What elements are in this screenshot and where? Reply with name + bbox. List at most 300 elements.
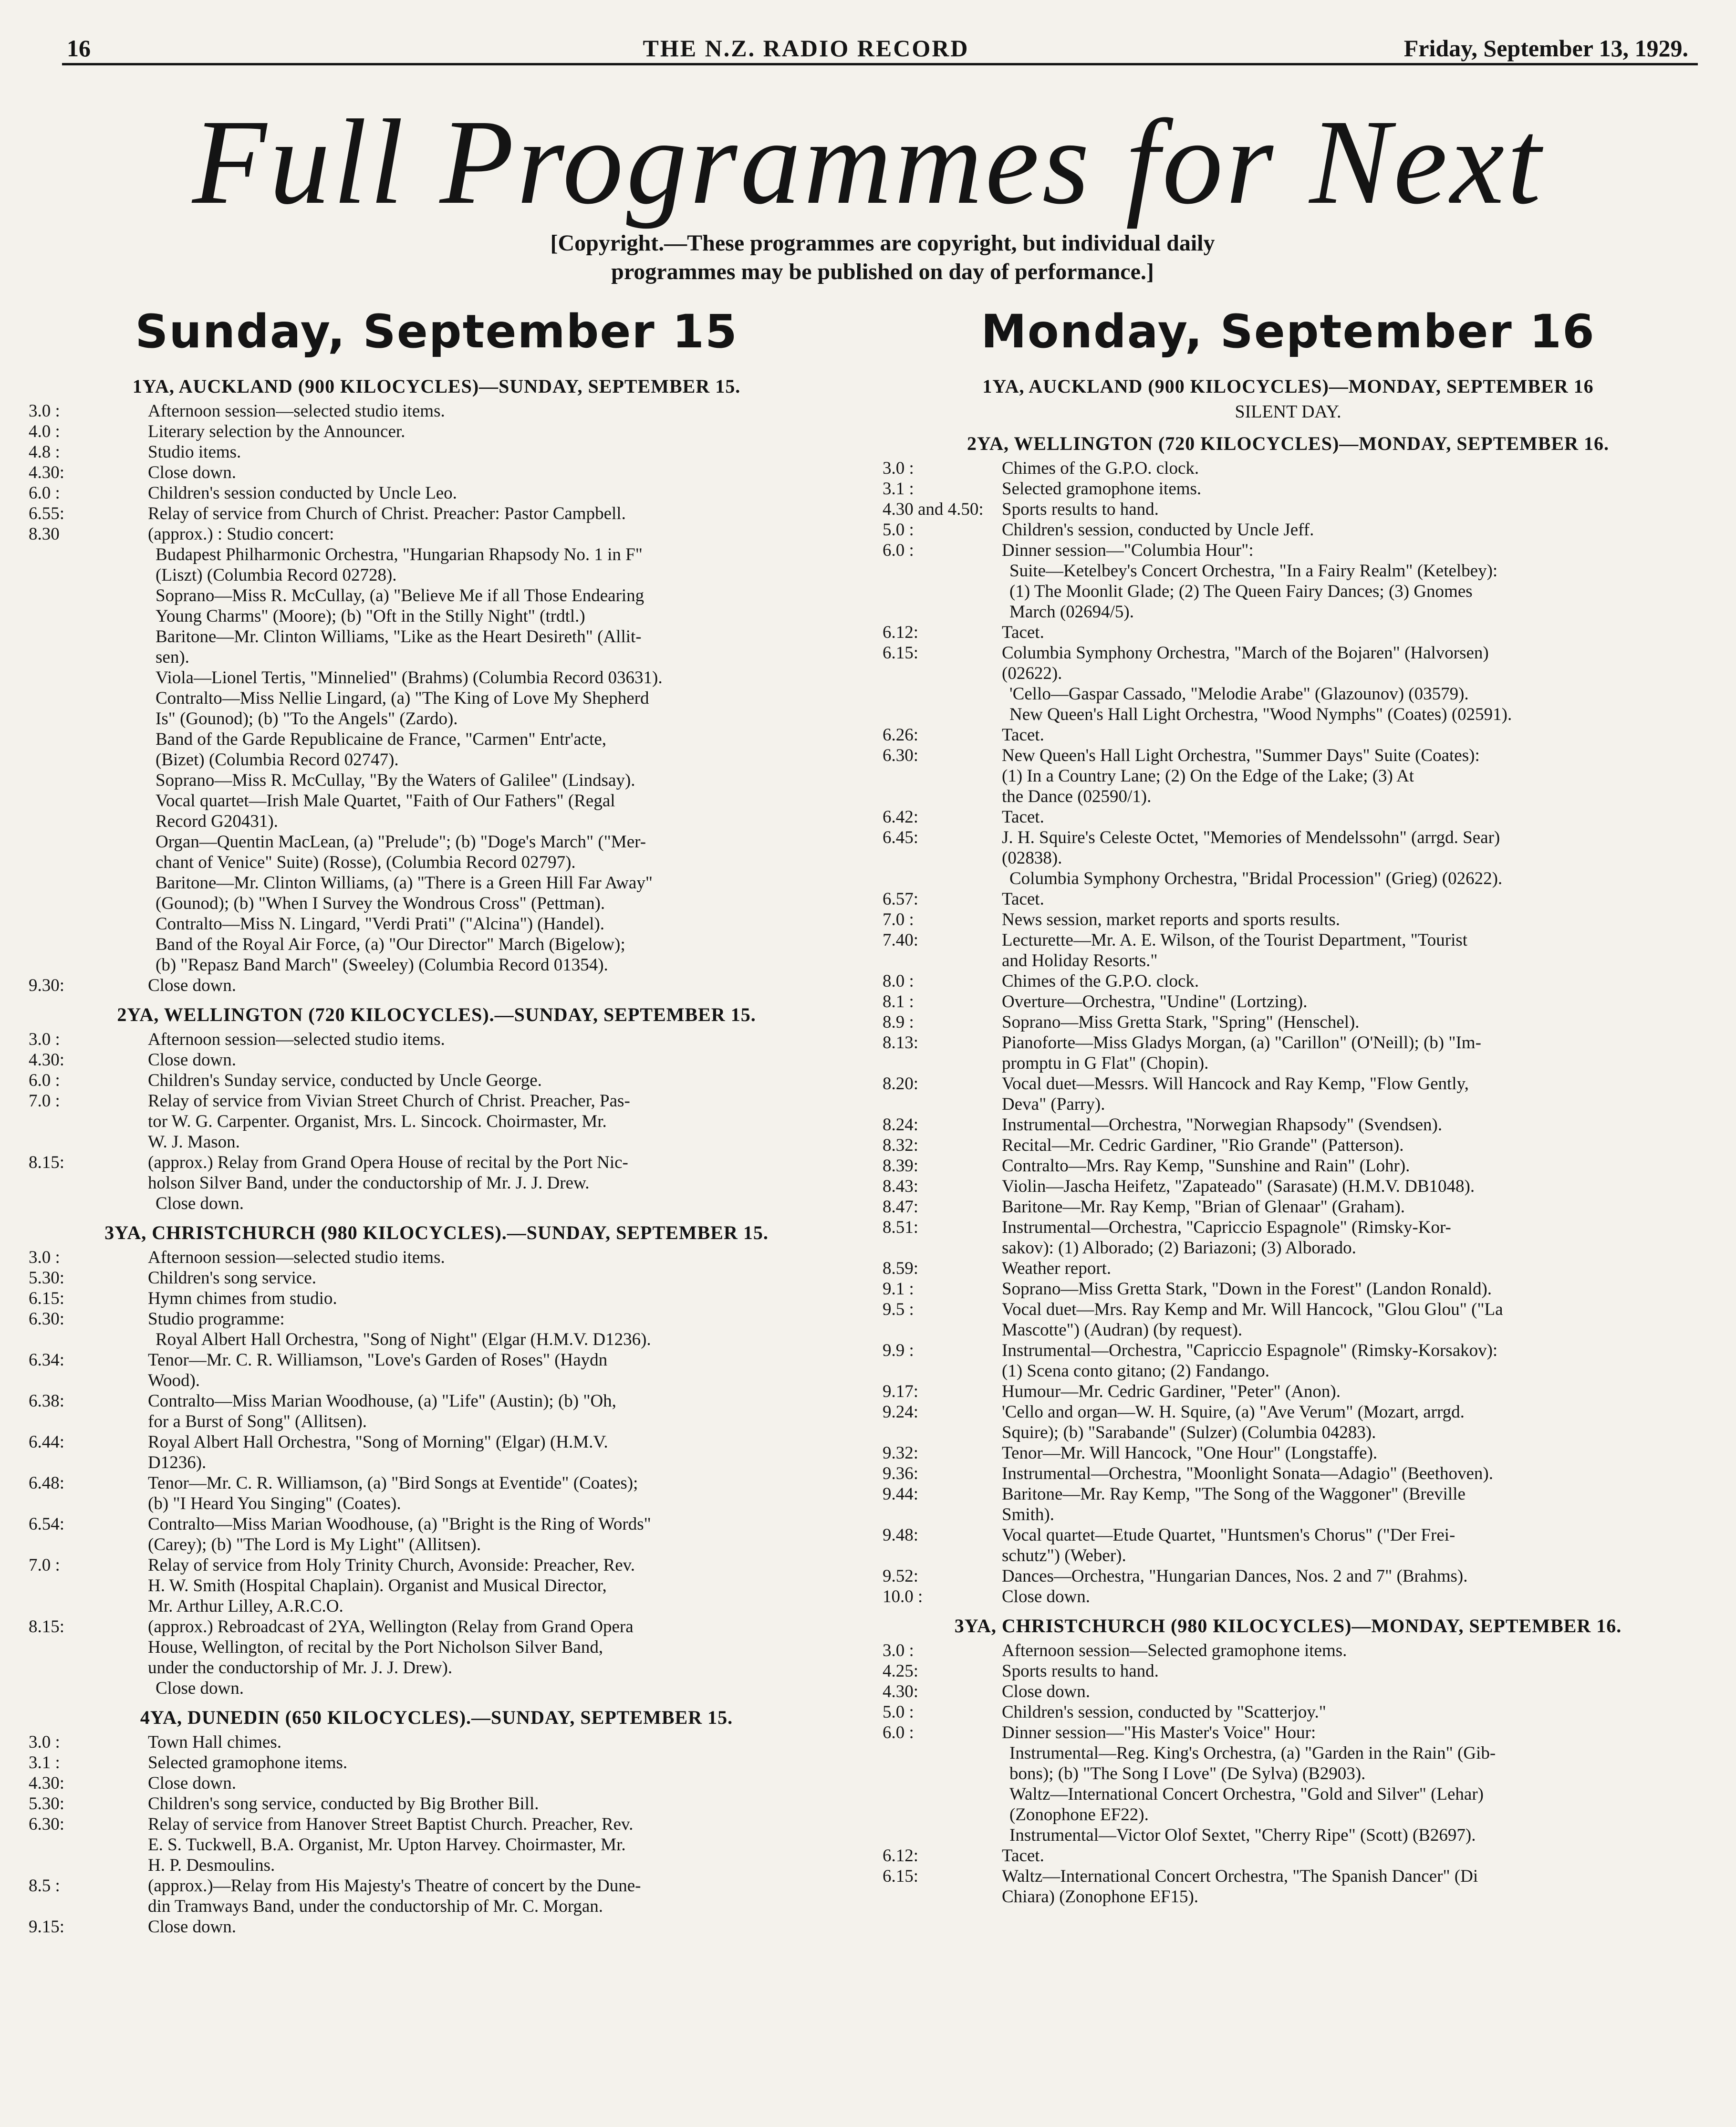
programme-time: 6.30:: [29, 1309, 65, 1329]
programme-item: [883, 1702, 1694, 1722]
programme-item: [883, 1074, 1694, 1115]
programme-item: [29, 1793, 844, 1814]
programme-item: [883, 643, 1694, 684]
programme-time: 8.13:: [883, 1033, 919, 1053]
programme-item: [883, 561, 1694, 622]
programme-item: [29, 1391, 844, 1432]
programme-text: 'Cello—Gaspar Cassado, "Melodie Arabe" (Glazounov) (03579).: [1009, 684, 1469, 704]
programme-item: [883, 1566, 1694, 1586]
programme-text: Waltz—International Concert Orchestra, "Gold and Silver" (Lehar) (Zonophone EF22).: [1009, 1784, 1484, 1825]
station-block: [883, 375, 1694, 423]
programme-time: 4.30 and 4.50:: [883, 500, 984, 519]
programme-item: [883, 622, 1694, 643]
programme-item: [29, 1814, 844, 1876]
programme-time: 6.42:: [883, 807, 919, 827]
programme-time: 4.8 :: [29, 442, 60, 462]
programme-text: Band of the Garde Republicaine de France, "Carmen" Entr'acte, (Bizet) (Columbia Record 02747).: [156, 730, 607, 770]
programme-text: Baritone—Mr. Clinton Williams, "Like as the Heart Desireth" (Allit- sen).: [156, 627, 642, 667]
programme-time: 6.34:: [29, 1350, 65, 1370]
programme-text: Close down.: [148, 463, 236, 482]
programme-time: 8.9 :: [883, 1012, 914, 1032]
programme-time: 4.30:: [29, 1050, 65, 1070]
programme-time: [29, 688, 148, 729]
programme-text: Columbia Symphony Orchestra, "Bridal Procession" (Grieg) (02622).: [1009, 869, 1503, 888]
programme-item: [883, 991, 1694, 1012]
programme-text: Relay of service from Vivian Street Church of Christ. Preacher, Pas- tor W. G. Carpenter. Organist, Mrs. L. Sincock. Choirmaster, Mr. W. J. Mason.: [148, 1091, 630, 1152]
programme-text: Vocal duet—Messrs. Will Hancock and Ray Kemp, "Flow Gently, Deva" (Parry).: [1002, 1074, 1469, 1114]
programme-text: Children's session, conducted by "Scatterjoy.": [1002, 1702, 1326, 1722]
station-heading: 3YA, CHRISTCHURCH (980 KILOCYCLES).—SUNDAY, SEPTEMBER 15.: [104, 1222, 769, 1243]
programme-time: 9.9 :: [883, 1341, 914, 1360]
programme-time: 8.39:: [883, 1156, 919, 1176]
programme-text: Afternoon session—selected studio items.: [148, 1248, 445, 1267]
programme-item: [883, 1197, 1694, 1217]
programme-time: 9.36:: [883, 1464, 919, 1483]
programme-time: 6.15:: [29, 1289, 65, 1308]
sunday-stations: [29, 375, 844, 1937]
programme-item: [29, 934, 844, 975]
programme-item: [883, 1640, 1694, 1661]
programme-time: 9.17:: [883, 1382, 919, 1401]
programme-text: Organ—Quentin MacLean, (a) "Prelude"; (b) "Doge's March" ("Mer- chant of Venice" Suite) (Rosse), (Columbia Record 02797).: [156, 832, 646, 872]
programme-text: Baritone—Mr. Ray Kemp, "The Song of the Waggoner" (Breville Smith).: [1002, 1484, 1466, 1524]
programme-time: 9.48:: [883, 1525, 919, 1545]
programme-item: [883, 909, 1694, 930]
programme-text: Contralto—Mrs. Ray Kemp, "Sunshine and Rain" (Lohr).: [1002, 1156, 1410, 1176]
programme-item: [29, 1732, 844, 1752]
programme-text: Instrumental—Orchestra, "Capriccio Espagnole" (Rimsky-Korsakov): (1) Scena conto gitano; (2) Fandango.: [1002, 1341, 1498, 1381]
newspaper-name: THE N.Z. RADIO RECORD: [643, 35, 969, 62]
programme-item: [29, 770, 844, 791]
programme-text: Vocal quartet—Etude Quartet, "Huntsmen's Chorus" ("Der Frei- schutz") (Weber).: [1002, 1525, 1455, 1565]
programme-item: [883, 930, 1694, 971]
programme-text: Close down.: [148, 976, 236, 995]
station-block: [29, 1221, 844, 1699]
programme-time: 6.26:: [883, 725, 919, 745]
copyright-notice: [Copyright.—These programmes are copyright, but individual daily programmes may be published on day of performance.]: [550, 230, 1215, 284]
programme-item: [883, 1661, 1694, 1681]
programme-time: 6.45:: [883, 828, 919, 847]
programme-text: New Queen's Hall Light Orchestra, "Summer Days" Suite (Coates): (1) In a Country Lane; (2) On the Edge of the Lake; (3) At the Dance (02590/1).: [1002, 746, 1480, 806]
programme-time: 6.15:: [883, 643, 919, 663]
programme-time: 6.30:: [29, 1814, 65, 1834]
programme-item: [883, 684, 1694, 704]
programme-text: Close down.: [148, 1773, 236, 1793]
programme-item: [883, 1340, 1694, 1381]
programme-item: [29, 873, 844, 914]
programme-text: Royal Albert Hall Orchestra, "Song of Night" (Elgar (H.M.V. D1236).: [156, 1330, 651, 1349]
issue-date: Friday, September 13, 1929.: [1403, 35, 1688, 62]
programme-item: [883, 1586, 1694, 1607]
page-title: Full Programmes for Next: [192, 95, 1544, 229]
programme-item: [883, 1115, 1694, 1135]
programme-text: Children's song service.: [148, 1268, 316, 1288]
programme-time: 7.0 :: [29, 1555, 60, 1575]
programme-text: Literary selection by the Announcer.: [148, 422, 405, 441]
programme-item: [29, 1678, 844, 1699]
programme-time: 7.0 :: [29, 1091, 60, 1111]
programme-item: [29, 503, 844, 524]
programme-time: 9.52:: [883, 1566, 919, 1586]
programme-text: Chimes of the G.P.O. clock.: [1002, 459, 1199, 478]
programme-text: Instrumental—Orchestra, "Capriccio Espagnole" (Rimsky-Kor- sakov): (1) Alborado; (2) Bariazoni; (3) Alborado.: [1002, 1218, 1451, 1258]
programme-item: [883, 1681, 1694, 1702]
programme-text: Close down.: [1002, 1587, 1090, 1606]
programme-time: 7.0 :: [883, 910, 914, 929]
programme-item: [883, 745, 1694, 807]
programme-time: 3.0 :: [29, 1248, 60, 1267]
station-heading: 1YA, AUCKLAND (900 KILOCYCLES)—SUNDAY, SEPTEMBER 15.: [132, 375, 741, 397]
programme-item: [29, 1309, 844, 1329]
programme-time: [29, 1329, 148, 1350]
programme-text: Contralto—Miss Marian Woodhouse, (a) "Bright is the Ring of Words" (Carey); (b) "The Lord is My Light" (Allitsen).: [148, 1514, 651, 1554]
programme-text: (approx.)—Relay from His Majesty's Theatre of concert by the Dune- din Tramways Band, under the conductorship of Mr. C. Morgan.: [148, 1876, 641, 1916]
programme-item: [883, 725, 1694, 745]
programme-item: [883, 1176, 1694, 1197]
programme-item: [883, 1866, 1694, 1907]
programme-time: 8.20:: [883, 1074, 919, 1094]
programme-text: Afternoon session—selected studio items.: [148, 401, 445, 421]
programme-text: Royal Albert Hall Orchestra, "Song of Morning" (Elgar) (H.M.V. D1236).: [148, 1432, 608, 1472]
programme-item: [883, 1381, 1694, 1402]
programme-time: [29, 585, 148, 626]
programme-item: [883, 868, 1694, 889]
programme-item: [29, 1193, 844, 1214]
programme-item: [29, 585, 844, 626]
station-heading: 3YA, CHRISTCHURCH (980 KILOCYCLES)—MONDAY, SEPTEMBER 16.: [954, 1615, 1622, 1637]
programme-item: [29, 832, 844, 873]
programme-text: Waltz—International Concert Orchestra, "The Spanish Dancer" (Di Chiara) (Zonophone EF15).: [1002, 1866, 1478, 1907]
programme-time: 9.24:: [883, 1402, 919, 1422]
programme-time: [29, 873, 148, 914]
programme-time: 3.0 :: [29, 1732, 60, 1752]
programme-item: [883, 1135, 1694, 1156]
programme-text: Close down.: [148, 1917, 236, 1937]
programme-text: Soprano—Miss Gretta Stark, "Spring" (Henschel).: [1002, 1012, 1360, 1032]
programme-text: Pianoforte—Miss Gladys Morgan, (a) "Carillon" (O'Neill); (b) "Im- promptu in G Flat" (Chopin).: [1002, 1033, 1481, 1073]
programme-text: Chimes of the G.P.O. clock.: [1002, 971, 1199, 991]
programme-item: [883, 540, 1694, 561]
programme-text: Tacet.: [1002, 889, 1044, 909]
programme-text: Tenor—Mr. C. R. Williamson, (a) "Bird Songs at Eventide" (Coates); (b) "I Heard You Singing" (Coates).: [148, 1473, 638, 1513]
programme-time: [29, 1678, 148, 1699]
programme-text: (approx.) : Studio concert:: [148, 524, 334, 544]
programme-text: Studio programme:: [148, 1309, 285, 1329]
programme-text: Instrumental—Victor Olof Sextet, "Cherry Ripe" (Scott) (B2697).: [1009, 1825, 1476, 1845]
programme-text: Contralto—Miss Marian Woodhouse, (a) "Life" (Austin); (b) "Oh, for a Burst of Song" (Allitsen).: [148, 1391, 616, 1431]
programme-time: 4.30:: [883, 1682, 919, 1701]
station-block: [29, 375, 844, 996]
programme-text: Relay of service from Holy Trinity Church, Avonside: Preacher, Rev. H. W. Smith (Hospital Chaplain). Organist and Musical Director, Mr. Arthur Lilley, A.R.C.O.: [148, 1555, 635, 1616]
programme-item: [29, 1752, 844, 1773]
programme-time: 9.32:: [883, 1443, 919, 1463]
programme-time: 8.59:: [883, 1259, 919, 1278]
programme-time: [883, 868, 1002, 889]
programme-item: [29, 1070, 844, 1091]
programme-item: [883, 1217, 1694, 1258]
programme-text: Weather report.: [1002, 1259, 1112, 1278]
programme-text: Instrumental—Orchestra, "Moonlight Sonata—Adagio" (Beethoven).: [1002, 1464, 1494, 1483]
programme-time: [29, 770, 148, 791]
page-header: [67, 29, 1688, 62]
programme-item: [883, 1784, 1694, 1825]
programme-text: Overture—Orchestra, "Undine" (Lortzing).: [1002, 992, 1308, 1011]
sunday-column: [29, 305, 844, 1945]
programme-item: [29, 791, 844, 832]
programme-time: [883, 1825, 1002, 1845]
programme-text: Tenor—Mr. Will Hancock, "One Hour" (Longstaffe).: [1002, 1443, 1378, 1463]
programme-time: [29, 667, 148, 688]
programme-time: 3.1 :: [883, 479, 914, 499]
station-block: [29, 1706, 844, 1937]
programme-time: 8.47:: [883, 1197, 919, 1217]
programme-text: Dances—Orchestra, "Hungarian Dances, Nos. 2 and 7" (Brahms).: [1002, 1566, 1468, 1586]
programme-time: 5.0 :: [883, 520, 914, 540]
programme-text: Vocal duet—Mrs. Ray Kemp and Mr. Will Hancock, "Glou Glou" ("La Mascotte") (Audran) (by request).: [1002, 1300, 1503, 1340]
programme-time: 6.54:: [29, 1514, 65, 1534]
programme-time: 6.57:: [883, 889, 919, 909]
programme-item: [29, 975, 844, 996]
programme-time: 6.12:: [883, 1846, 919, 1866]
programme-text: Instrumental—Reg. King's Orchestra, (a) "Garden in the Rain" (Gib- bons); (b) "The Song I Love" (De Sylva) (B2903).: [1009, 1743, 1496, 1783]
programme-item: [29, 1555, 844, 1616]
station-block: [883, 432, 1694, 1607]
programme-text: Tenor—Mr. C. R. Williamson, "Love's Garden of Roses" (Haydn Wood).: [148, 1350, 608, 1390]
programme-text: Children's song service, conducted by Big Brother Bill.: [148, 1794, 539, 1814]
programme-text: Dinner session—"His Master's Voice" Hour:: [1002, 1723, 1316, 1742]
programme-time: 6.0 :: [29, 483, 60, 503]
programme-item: [29, 442, 844, 462]
programme-text: Studio items.: [148, 442, 241, 462]
programme-text: 'Cello and organ—W. H. Squire, (a) "Ave Verum" (Mozart, arrgd. Squire); (b) "Sarabande" (Sulzer) (Columbia 04283).: [1002, 1402, 1465, 1442]
programme-time: 6.0 :: [883, 1723, 914, 1742]
programme-text: Tacet.: [1002, 1846, 1044, 1866]
page-number: 16: [67, 35, 91, 62]
programme-text: Humour—Mr. Cedric Gardiner, "Peter" (Anon).: [1002, 1382, 1341, 1401]
programme-item: [29, 483, 844, 503]
programme-text: Columbia Symphony Orchestra, "March of the Bojaren" (Halvorsen) (02622).: [1002, 643, 1489, 683]
programme-item: [29, 914, 844, 934]
programme-item: [29, 421, 844, 442]
monday-column: [883, 305, 1694, 1915]
programme-item: [883, 889, 1694, 909]
programme-text: Contralto—Miss N. Lingard, "Verdi Prati" ("Alcina") (Handel).: [156, 914, 605, 934]
programme-text: Recital—Mr. Cedric Gardiner, "Rio Grande" (Patterson).: [1002, 1136, 1404, 1155]
programme-text: Vocal quartet—Irish Male Quartet, "Faith of Our Fathers" (Regal Record G20431).: [156, 791, 615, 831]
programme-time: 6.15:: [883, 1866, 919, 1886]
programme-item: [29, 1029, 844, 1050]
programme-time: 8.30: [29, 524, 60, 544]
programme-item: [883, 1258, 1694, 1279]
programme-time: 9.44:: [883, 1484, 919, 1504]
programme-item: [883, 1845, 1694, 1866]
programme-time: 8.24:: [883, 1115, 919, 1135]
programme-item: [29, 626, 844, 667]
programme-item: [883, 520, 1694, 540]
programme-text: Hymn chimes from studio.: [148, 1289, 337, 1308]
programme-time: 9.5 :: [883, 1300, 914, 1319]
programme-text: Instrumental—Orchestra, "Norwegian Rhapsody" (Svendsen).: [1002, 1115, 1443, 1135]
programme-item: [29, 401, 844, 421]
programme-item: [883, 827, 1694, 868]
programme-text: Close down.: [156, 1194, 244, 1213]
programme-item: [29, 729, 844, 770]
programme-time: 8.1 :: [883, 992, 914, 1011]
programme-time: 3.0 :: [29, 401, 60, 421]
programme-text: Band of the Royal Air Force, (a) "Our Director" March (Bigelow); (b) "Repasz Band March" (Sweeley) (Columbia Record 01354).: [156, 935, 625, 975]
programme-time: 8.0 :: [883, 971, 914, 991]
programme-text: Budapest Philharmonic Orchestra, "Hungarian Rhapsody No. 1 in F" (Liszt) (Columbia Record 02728).: [156, 545, 643, 585]
programme-text: New Queen's Hall Light Orchestra, "Wood Nymphs" (Coates) (02591).: [1009, 705, 1512, 724]
programme-time: [29, 791, 148, 832]
programme-item: [883, 1484, 1694, 1525]
programme-time: 6.38:: [29, 1391, 65, 1411]
programme-item: [29, 1091, 844, 1152]
programme-text: Tacet.: [1002, 725, 1044, 745]
programme-time: 10.0 :: [883, 1587, 923, 1606]
programme-item: [29, 462, 844, 483]
programme-text: Close down.: [1002, 1682, 1090, 1701]
programme-text: Tacet.: [1002, 807, 1044, 827]
programme-item: [883, 1825, 1694, 1845]
programme-time: 9.1 :: [883, 1279, 914, 1299]
header-rule: [62, 63, 1698, 65]
programme-item: [29, 544, 844, 585]
programme-text: (approx.) Relay from Grand Opera House of recital by the Port Nic- holson Silver Band, under the conductorship of Mr. J. J. Drew.: [148, 1153, 628, 1193]
programme-text: Sports results to hand.: [1002, 1661, 1159, 1681]
programme-text: Contralto—Miss Nellie Lingard, (a) "The King of Love My Shepherd Is" (Gounod); (b) "To the Angels" (Zardo).: [156, 688, 649, 729]
programme-time: 6.55:: [29, 504, 65, 523]
programme-text: Suite—Ketelbey's Concert Orchestra, "In a Fairy Realm" (Ketelbey): (1) The Moonlit Glade; (2) The Queen Fairy Dances; (3) Gnomes March (02694/5).: [1009, 561, 1498, 622]
programme-time: 6.48:: [29, 1473, 65, 1493]
programme-time: 5.0 :: [883, 1702, 914, 1722]
programme-text: Selected gramophone items.: [148, 1753, 348, 1772]
programme-time: [29, 626, 148, 667]
programme-text: Violin—Jascha Heifetz, "Zapateado" (Sarasate) (H.M.V. DB1048).: [1002, 1177, 1475, 1196]
programme-time: [29, 914, 148, 934]
programme-item: [29, 667, 844, 688]
programme-item: [29, 1917, 844, 1937]
programme-time: [29, 1193, 148, 1214]
programme-item: [883, 1012, 1694, 1032]
programme-time: 8.15:: [29, 1153, 65, 1172]
programme-time: [29, 934, 148, 975]
programme-text: Soprano—Miss Gretta Stark, "Down in the Forest" (Landon Ronald).: [1002, 1279, 1492, 1299]
programme-text: Soprano—Miss R. McCullay, "By the Waters of Galilee" (Lindsay).: [156, 771, 635, 790]
programme-text: Afternoon session—selected studio items.: [148, 1030, 445, 1049]
programme-text: Relay of service from Church of Christ. Preacher: Pastor Campbell.: [148, 504, 626, 523]
programme-time: 3.0 :: [883, 459, 914, 478]
programme-item: [883, 1299, 1694, 1340]
programme-time: 4.25:: [883, 1661, 919, 1681]
programme-text: J. H. Squire's Celeste Octet, "Memories of Mendelssohn" (arrgd. Sear) (02838).: [1002, 828, 1500, 868]
programme-time: [29, 832, 148, 873]
programme-time: 3.0 :: [883, 1641, 914, 1660]
programme-text: Children's session conducted by Uncle Leo.: [148, 483, 457, 503]
programme-text: Baritone—Mr. Ray Kemp, "Brian of Glenaar" (Graham).: [1002, 1197, 1405, 1217]
programme-time: 8.43:: [883, 1177, 919, 1196]
programme-time: 6.0 :: [883, 541, 914, 560]
station-note: SILENT DAY.: [1235, 402, 1341, 422]
programme-text: (approx.) Rebroadcast of 2YA, Wellington (Relay from Grand Opera House, Wellington, of recital by the Port Nicholson Silver Band, under the conductorship of Mr. J. J. Drew).: [148, 1617, 634, 1678]
programme-item: [883, 1402, 1694, 1443]
programme-item: [883, 971, 1694, 991]
programme-item: [29, 1432, 844, 1473]
programme-item: [29, 1350, 844, 1391]
programme-text: Town Hall chimes.: [148, 1732, 281, 1752]
station-heading: 4YA, DUNEDIN (650 KILOCYCLES).—SUNDAY, SEPTEMBER 15.: [140, 1707, 733, 1728]
programme-time: [883, 1743, 1002, 1784]
station-heading: 2YA, WELLINGTON (720 KILOCYCLES)—MONDAY, SEPTEMBER 16.: [967, 433, 1610, 454]
programme-time: 3.1 :: [29, 1753, 60, 1772]
programme-item: [883, 1722, 1694, 1743]
programme-time: 6.44:: [29, 1432, 65, 1452]
programme-text: Close down.: [148, 1050, 236, 1070]
programme-item: [883, 1032, 1694, 1074]
programme-item: [883, 1743, 1694, 1784]
programme-time: [29, 729, 148, 770]
programme-text: Tacet.: [1002, 623, 1044, 642]
programme-item: [29, 1514, 844, 1555]
programme-text: Sports results to hand.: [1002, 500, 1159, 519]
programme-item: [29, 1329, 844, 1350]
station-block: [883, 1615, 1694, 1907]
station-heading: 2YA, WELLINGTON (720 KILOCYCLES).—SUNDAY, SEPTEMBER 15.: [117, 1004, 756, 1025]
programme-item: [29, 1473, 844, 1514]
sunday-heading: Sunday, September 15: [135, 305, 738, 358]
programme-time: 4.0 :: [29, 422, 60, 441]
programme-time: 5.30:: [29, 1268, 65, 1288]
programme-item: [883, 1463, 1694, 1484]
programme-item: [29, 1268, 844, 1288]
programme-time: 5.30:: [29, 1794, 65, 1814]
programme-time: 9.30:: [29, 976, 65, 995]
programme-item: [29, 1288, 844, 1309]
programme-text: Children's session, conducted by Uncle Jeff.: [1002, 520, 1314, 540]
programme-time: 8.51:: [883, 1218, 919, 1237]
programme-text: Selected gramophone items.: [1002, 479, 1202, 499]
programme-item: [883, 479, 1694, 499]
programme-time: [883, 1784, 1002, 1825]
programme-text: Viola—Lionel Tertis, "Minnelied" (Brahms) (Columbia Record 03631).: [156, 668, 663, 688]
monday-stations: [883, 375, 1694, 1907]
programme-text: Afternoon session—Selected gramophone items.: [1002, 1641, 1347, 1660]
programme-time: 6.0 :: [29, 1071, 60, 1090]
programme-text: Lecturette—Mr. A. E. Wilson, of the Tourist Department, "Tourist and Holiday Resorts.": [1002, 930, 1468, 970]
programme-time: 8.32:: [883, 1136, 919, 1155]
programme-text: Soprano—Miss R. McCullay, (a) "Believe Me if all Those Endearing Young Charms" (Moore); (b) "Oft in the Stilly Night" (trdtl.): [156, 586, 645, 626]
station-block: [29, 1003, 844, 1214]
programme-item: [883, 1525, 1694, 1566]
programme-item: [883, 1443, 1694, 1463]
programme-text: Close down.: [156, 1679, 244, 1698]
programme-item: [883, 807, 1694, 827]
programme-item: [29, 1152, 844, 1193]
station-heading: 1YA, AUCKLAND (900 KILOCYCLES)—MONDAY, SEPTEMBER 16: [982, 375, 1594, 397]
programme-item: [883, 499, 1694, 520]
programme-time: 7.40:: [883, 930, 919, 950]
programme-time: 8.5 :: [29, 1876, 60, 1896]
programme-time: 9.15:: [29, 1917, 65, 1937]
programme-item: [29, 1876, 844, 1917]
programme-time: [883, 684, 1002, 704]
programme-text: News session, market reports and sports results.: [1002, 910, 1341, 929]
programme-time: 3.0 :: [29, 1030, 60, 1049]
programme-item: [29, 524, 844, 544]
programme-time: [29, 544, 148, 585]
programme-item: [29, 1773, 844, 1793]
programme-item: [29, 1050, 844, 1070]
